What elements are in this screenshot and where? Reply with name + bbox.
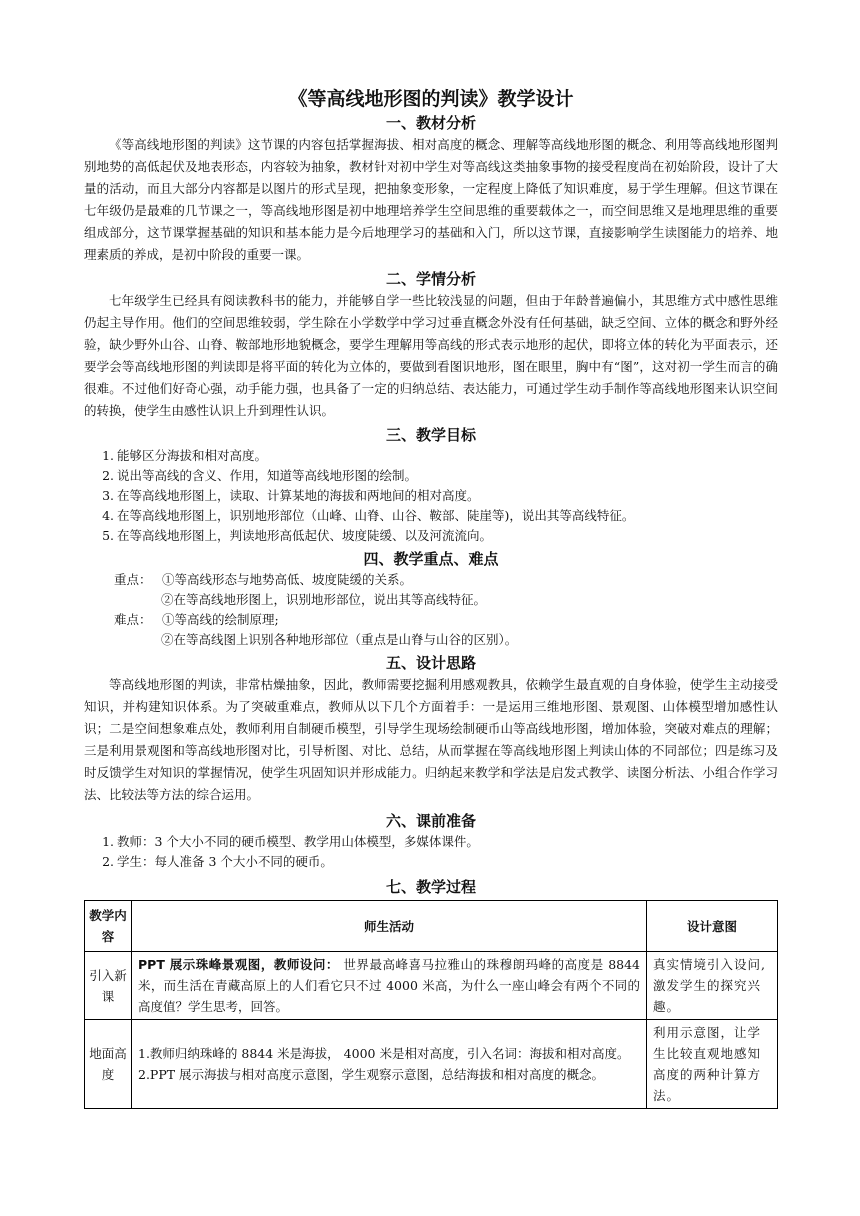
design-ideas-paragraph: 等高线地形图的判读，非常枯燥抽象，因此，教师需要挖掘利用感观教具，依赖学生最直观的自身体验，使学生主动接受知识，并构建知识体系。为了突破重难点，教师从以下几个方面着手：一是运用三维地形图、景观图、山体模型增加感性认识；二是空间想象难点处，教师利用自制硬币模型，引导学生现场绘制硬币山等高线地形图，增加体验，突破对难点的理解；三是利用景观图和等高线地形图对比，引导析图、对比、总结，从而掌握在等高线地形图上判读山体的不同部位；四是练习及时反馈学生对知识的掌握情况，使学生巩固知识并形成能力。归纳起来教学和学法是启发式教学、读图分析法、小组合作学习法、比较法等方法的综合运用。 bbox=[84, 677, 778, 802]
list-text: 学生：每人准备 3 个大小不同的硬币。 bbox=[117, 854, 333, 869]
list-text: 教师：3 个大小不同的硬币模型、教学用山体模型，多媒体课件。 bbox=[117, 834, 479, 849]
document-title: 《等高线地形图的判读》教学设计 bbox=[288, 88, 574, 110]
list-item bbox=[84, 466, 778, 486]
activity-text: 世界最高峰喜马拉雅山的珠穆朗玛峰的高度是 8844 米，而生活在青藏高原上的人们看它只不过 4000 米高，为什么一座山峰会有两个不同的高度值？学生思考，回答。 bbox=[138, 957, 641, 1014]
list-item bbox=[84, 526, 778, 546]
preparation-list bbox=[84, 832, 778, 872]
list-text: 能够区分海拔和相对高度。 bbox=[117, 448, 268, 463]
list-item bbox=[84, 486, 778, 506]
teaching-goals-list bbox=[84, 446, 778, 546]
list-text: 在等高线地形图上，识别地形部位（山峰、山脊、山谷、鞍部、陡崖等)，说出其等高线特征。 bbox=[117, 508, 635, 523]
key-point-1 bbox=[84, 570, 778, 590]
student-analysis-paragraph: 七年级学生已经具有阅读教科书的能力，并能够自学一些比较浅显的问题，但由于年龄普遍偏小，其思维方式中感性思维仍起主导作用。他们的空间思维较弱，学生除在小学数学中学习过垂直概念外没有任何基础，缺乏空间、立体的概念和野外经验，缺少野外山谷、山脊、鞍部地形地貌概念，要学生理解用等高线的形式表示地形的起伏，即将立体的转化为平面表示，还要学会等高线地形图的判读即是将平面的转化为立体的，要做到看图识地形，图在眼里，胸中有“图”，这对初一学生而言的确很难。不过他们好奇心强，动手能力强，也具备了一定的归纳总结、表达能力，可通过学生动手制作等高线地形图来认识空间的转换，使学生由感性认识上升到理性认识。 bbox=[84, 293, 778, 418]
intent-text: 真实情境引入设问,激发学生的探究兴趣。 bbox=[653, 957, 766, 1014]
document-page bbox=[84, 86, 778, 1109]
column-header-content: 教学内容 bbox=[85, 901, 132, 952]
activity-bold-lead: PPT 展示珠峰景观图，教师设问： bbox=[138, 957, 339, 972]
activity-line-1: 1.教师归纳珠峰的 8844 米是海拔， 4000 米是相对高度，引入名词：海拔和相对高度。 bbox=[138, 1046, 630, 1061]
list-number: 1. bbox=[102, 448, 114, 463]
table-row bbox=[85, 1020, 778, 1109]
section-heading-teaching-goals: 三、教学目标 bbox=[385, 426, 476, 444]
row-intent-cell bbox=[647, 1020, 778, 1109]
section-heading-design-ideas: 五、设计思路 bbox=[385, 654, 476, 672]
list-number: 5. bbox=[102, 528, 114, 543]
key-point-text: ①等高线形态与地势高低、坡度陡缓的关系。 bbox=[162, 572, 413, 587]
activity-line-2: 2.PPT 展示海拔与相对高度示意图，学生观察示意图，总结海拔和相对高度的概念。 bbox=[138, 1067, 605, 1082]
list-text: 在等高线地形图上，读取、计算某地的海拔和两地间的相对高度。 bbox=[117, 488, 480, 503]
key-point-2: ②在等高线地形图上，识别地形部位，说出其等高线特征。 bbox=[161, 592, 487, 607]
section-heading-student-analysis: 二、学情分析 bbox=[385, 270, 476, 288]
difficult-point-1 bbox=[84, 610, 778, 630]
key-label: 重点： bbox=[114, 572, 152, 587]
difficult-point-text: ①等高线的绘制原理; bbox=[162, 612, 279, 627]
list-number: 3. bbox=[102, 488, 114, 503]
row-activity-cell bbox=[132, 1020, 647, 1109]
row-activity-cell bbox=[132, 952, 647, 1020]
column-header-intent: 设计意图 bbox=[647, 901, 778, 952]
textbook-analysis-paragraph: 《等高线地形图的判读》这节课的内容包括掌握海拔、相对高度的概念、理解等高线地形图的概念、利用等高线地形图判别地势的高低起伏及地表形态，内容较为抽象，教材针对初中学生对等高线这类抽象事物的接受程度尚在初始阶段，设计了大量的活动，而且大部分内容都是以图片的形式呈现，把抽象变形象，一定程度上降低了知识难度，易于学生理解。但这节课在七年级仍是最难的几节课之一，等高线地形图是初中地理培养学生空间思维的重要载体之一，而空间思维又是地理思维的重要组成部分，这节课掌握基础的知识和基本能力是今后地理学习的基础和入门，所以这节课，直接影响学生读图能力的培养、地理素质的养成，是初中阶段的重要一课。 bbox=[84, 137, 778, 262]
column-header-activity: 师生活动 bbox=[132, 901, 647, 952]
list-item bbox=[84, 832, 778, 852]
list-text: 在等高线地形图上，判读地形高低起伏、坡度陡缓、以及河流流向。 bbox=[117, 528, 493, 543]
intent-text: 利用示意图，让学生比较直观地感知高度的两种计算方法。 bbox=[653, 1025, 762, 1103]
row-content-cell: 地面高度 bbox=[85, 1020, 132, 1109]
section-heading-preparation: 六、课前准备 bbox=[385, 812, 476, 830]
row-content-cell: 引入新课 bbox=[85, 952, 132, 1020]
list-number: 4. bbox=[102, 508, 114, 523]
section-heading-key-difficult-points: 四、教学重点、难点 bbox=[363, 550, 499, 568]
table-row bbox=[85, 952, 778, 1020]
section-heading-teaching-process: 七、教学过程 bbox=[385, 878, 476, 896]
table-header-row bbox=[85, 901, 778, 952]
list-item bbox=[84, 446, 778, 466]
list-number: 2. bbox=[102, 468, 114, 483]
section-heading-textbook-analysis: 一、教材分析 bbox=[385, 114, 476, 132]
row-intent-cell bbox=[647, 952, 778, 1020]
list-item bbox=[84, 852, 778, 872]
difficult-label: 难点： bbox=[114, 612, 152, 627]
list-text: 说出等高线的含义、作用，知道等高线地形图的绘制。 bbox=[117, 468, 418, 483]
list-number: 2. bbox=[102, 854, 114, 869]
list-item bbox=[84, 506, 778, 526]
difficult-point-2: ②在等高线图上识别各种地形部位（重点是山脊与山谷的区别）。 bbox=[161, 632, 518, 647]
teaching-process-table bbox=[84, 900, 778, 1109]
list-number: 1. bbox=[102, 834, 114, 849]
